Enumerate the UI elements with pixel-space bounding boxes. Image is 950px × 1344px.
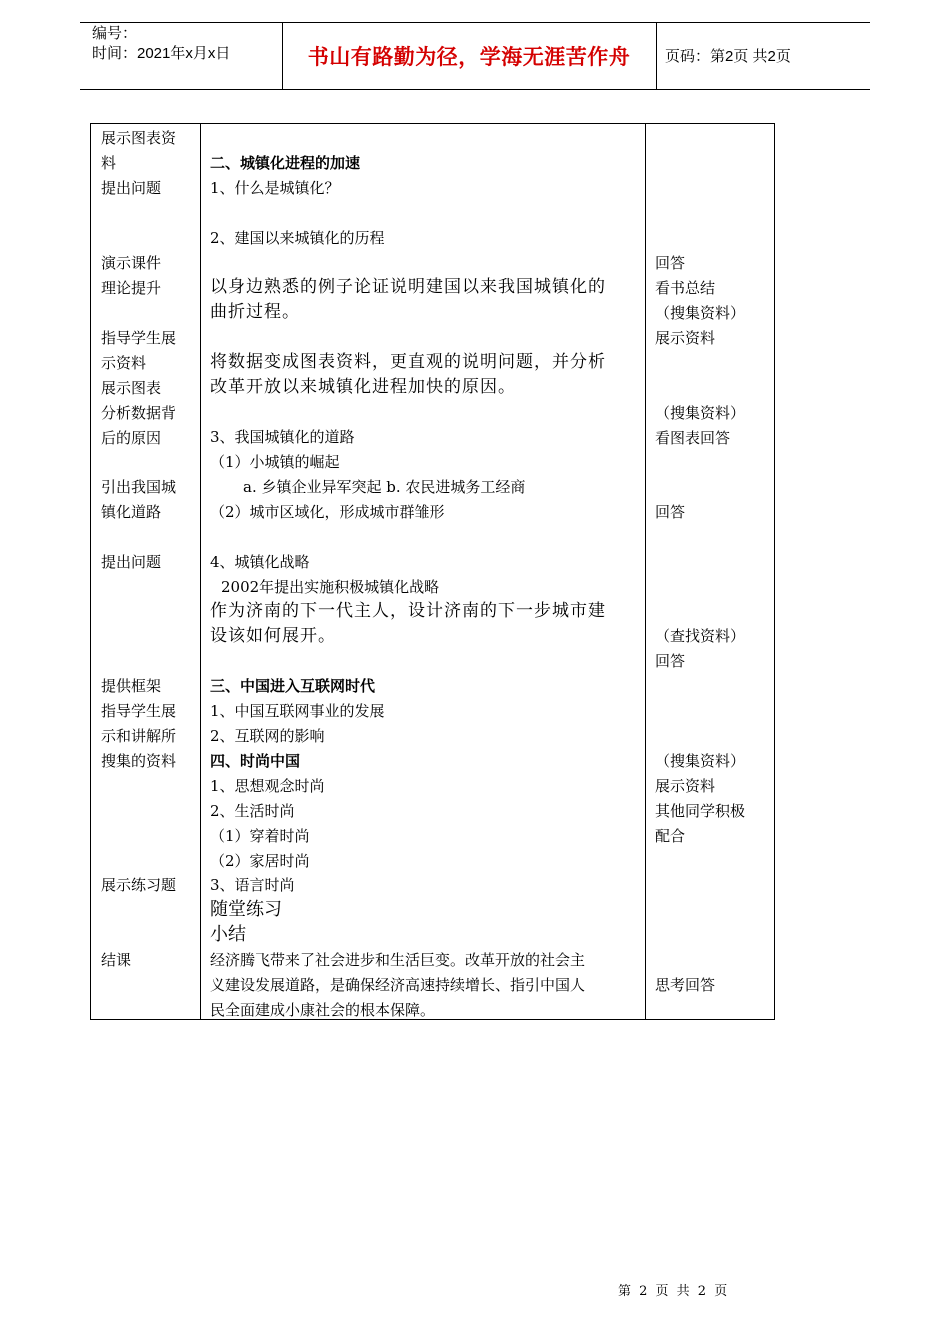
content-line: 设该如何展开。 bbox=[210, 626, 336, 646]
section-heading: 二、城镇化进程的加速 bbox=[210, 154, 361, 172]
student-activity-line: （搜集资料） bbox=[655, 404, 746, 422]
student-activity-line: 回答 bbox=[655, 503, 686, 521]
student-activity-line: （查找资料） bbox=[655, 627, 746, 645]
content-line: 1、中国互联网事业的发展 bbox=[210, 702, 385, 720]
student-activity-line: 展示资料 bbox=[655, 329, 716, 347]
content-line: （2）城市区域化，形成城市群雏形 bbox=[210, 503, 445, 521]
teacher-activity-line: 提出问题 bbox=[101, 553, 162, 571]
column-divider bbox=[645, 124, 646, 1019]
content-line: 民全面建成小康社会的根本保障。 bbox=[210, 1001, 436, 1019]
section-heading: 三、中国进入互联网时代 bbox=[210, 677, 376, 695]
content-line: （1）小城镇的崛起 bbox=[210, 453, 340, 471]
content-line: 2002年提出实施积极城镇化战略 bbox=[221, 578, 440, 596]
teacher-activity-line: 引出我国城 bbox=[101, 478, 177, 496]
header-motto: 书山有路勤为径，学海无涯苦作舟 bbox=[307, 44, 631, 69]
content-line: 1、什么是城镇化？ bbox=[210, 179, 340, 197]
section-heading: 四、时尚中国 bbox=[210, 752, 301, 770]
content-line: 1、思想观念时尚 bbox=[210, 777, 325, 795]
lesson-plan-table bbox=[90, 123, 775, 1020]
student-activity-line: 配合 bbox=[655, 827, 686, 845]
teacher-activity-line: 提供框架 bbox=[101, 677, 162, 695]
content-line: 将数据变成图表资料，更直观的说明问题，并分析 bbox=[210, 352, 606, 372]
teacher-activity-line: 演示课件 bbox=[101, 254, 162, 272]
content-line: a. 乡镇企业异军突起 b. 农民进城务工经商 bbox=[243, 478, 526, 496]
student-activity-line: 展示资料 bbox=[655, 777, 716, 795]
student-activity-line: 回答 bbox=[655, 652, 686, 670]
column-divider bbox=[200, 124, 201, 1019]
teacher-activity-line: 分析数据背 bbox=[101, 404, 177, 422]
header-meta bbox=[92, 24, 230, 64]
teacher-activity-line: 展示图表 bbox=[101, 379, 162, 397]
content-line: 曲折过程。 bbox=[210, 302, 300, 322]
document-time-label: 时间：2021年x月x日 bbox=[92, 45, 231, 62]
teacher-activity-line: 提出问题 bbox=[101, 179, 162, 197]
content-line: 3、语言时尚 bbox=[210, 876, 295, 894]
content-line: 2、互联网的影响 bbox=[210, 727, 325, 745]
content-line: （2）家居时尚 bbox=[210, 852, 310, 870]
content-line: 经济腾飞带来了社会进步和生活巨变。改革开放的社会主 bbox=[210, 951, 586, 969]
student-activity-line: 其他同学积极 bbox=[655, 802, 746, 820]
content-line: 作为济南的下一代主人，设计济南的下一步城市建 bbox=[210, 601, 606, 621]
header-page-number: 页码：第2页 共2页 bbox=[665, 48, 791, 65]
content-line: 以身边熟悉的例子论证说明建国以来我国城镇化的 bbox=[210, 277, 606, 297]
header-divider bbox=[656, 22, 657, 89]
teacher-activity-line: 展示练习题 bbox=[101, 876, 177, 894]
content-line: 2、生活时尚 bbox=[210, 802, 295, 820]
teacher-activity-line: 结课 bbox=[101, 951, 132, 969]
content-line: （1）穿着时尚 bbox=[210, 827, 310, 845]
teacher-activity-line: 示和讲解所 bbox=[101, 727, 177, 745]
student-activity-line: 看书总结 bbox=[655, 279, 716, 297]
content-line: 小结 bbox=[210, 924, 246, 945]
teacher-activity-line: 指导学生展 bbox=[101, 702, 177, 720]
teacher-activity-line: 搜集的资料 bbox=[101, 752, 177, 770]
content-line: 4、城镇化战略 bbox=[210, 553, 310, 571]
teacher-activity-line: 理论提升 bbox=[101, 279, 162, 297]
student-activity-line: 看图表回答 bbox=[655, 429, 731, 447]
page-footer: 第 2 页 共 2 页 bbox=[618, 1284, 728, 1299]
student-activity-line: 回答 bbox=[655, 254, 686, 272]
teacher-activity-line: 指导学生展 bbox=[101, 329, 177, 347]
teacher-activity-line: 展示图表资 bbox=[101, 129, 177, 147]
teacher-activity-line: 镇化道路 bbox=[101, 503, 162, 521]
teacher-activity-line: 示资料 bbox=[101, 354, 147, 372]
content-line: 随堂练习 bbox=[210, 899, 282, 920]
content-line: 3、我国城镇化的道路 bbox=[210, 428, 355, 446]
page-header bbox=[80, 22, 870, 90]
teacher-activity-line: 料 bbox=[101, 154, 117, 172]
content-line: 义建设发展道路，是确保经济高速持续增长、指引中国人 bbox=[210, 976, 586, 994]
student-activity-line: 思考回答 bbox=[655, 976, 716, 994]
content-line: 2、建国以来城镇化的历程 bbox=[210, 229, 385, 247]
document-number-label: 编号： bbox=[92, 25, 138, 42]
content-line: 改革开放以来城镇化进程加快的原因。 bbox=[210, 377, 516, 397]
header-bottom-rule bbox=[80, 89, 870, 90]
student-activity-line: （搜集资料） bbox=[655, 752, 746, 770]
teacher-activity-line: 后的原因 bbox=[101, 429, 162, 447]
student-activity-line: （搜集资料） bbox=[655, 304, 746, 322]
